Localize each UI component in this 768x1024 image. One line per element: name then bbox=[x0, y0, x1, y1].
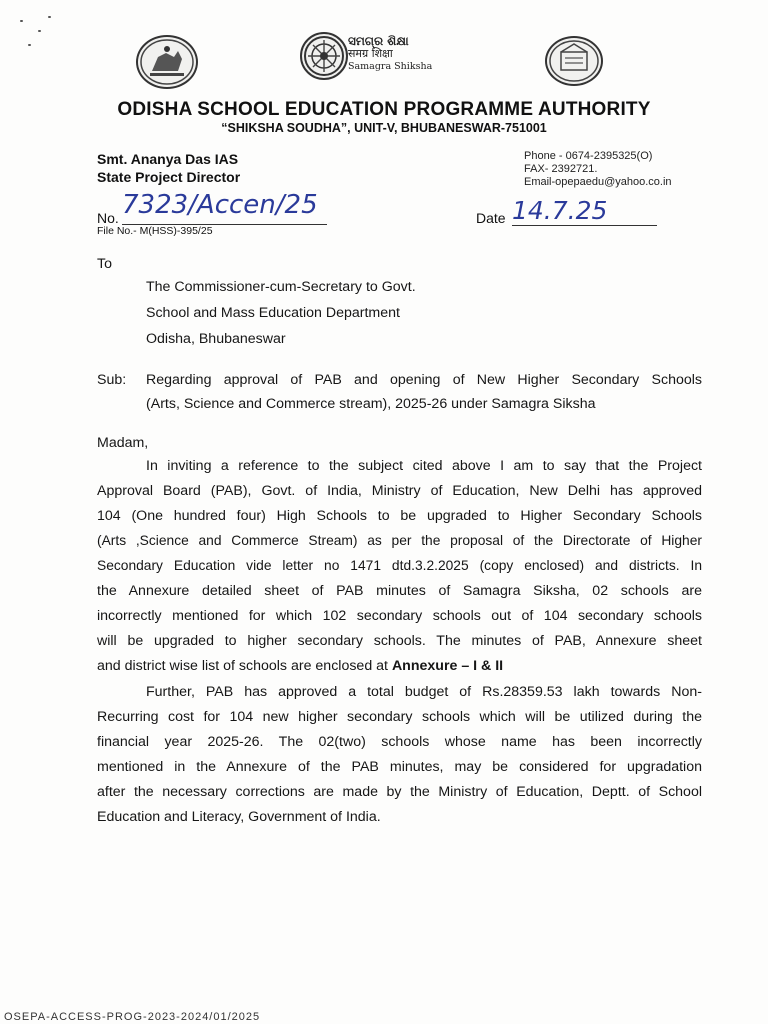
paragraph1-line: 104 (One hundred four) High Schools to be upgraded to Higher Secondary Schools bbox=[97, 508, 702, 524]
addressee-line-1: The Commissioner-cum-Secretary to Govt. bbox=[146, 279, 416, 295]
subject-label: Sub: bbox=[97, 372, 127, 388]
to-label: To bbox=[97, 256, 112, 272]
samagra-english-text: Samagra Shiksha bbox=[348, 61, 433, 72]
paragraph1-line: the Annexure detailed sheet of PAB minutes of Samagra Siksha, 02 schools are bbox=[97, 583, 702, 599]
contact-fax: FAX- 2392721. bbox=[524, 163, 598, 175]
paragraph1-line: (Arts ,Science and Commerce Stream) as per the proposal of the Directorate of Higher bbox=[97, 533, 702, 548]
paragraph1-last-line-text: and district wise list of schools are enclosed at bbox=[97, 658, 392, 674]
organization-address: “SHIKSHA SOUDHA”, UNIT-V, BHUBANESWAR-751001 bbox=[221, 121, 547, 135]
paragraph2-line: financial year 2025-26. The 02(two) schools whose name has been incorrectly bbox=[97, 734, 702, 750]
no-label: No. bbox=[97, 210, 119, 226]
paragraph1-line: In inviting a reference to the subject cited above I am to say that the Project bbox=[146, 458, 702, 474]
scan-speck bbox=[28, 44, 31, 46]
date-label: Date bbox=[476, 210, 506, 226]
osepa-emblem-icon bbox=[545, 36, 603, 86]
samagra-odia-text: ସମଗ୍ର ଶିକ୍ଷା bbox=[348, 34, 409, 48]
paragraph1-line: incorrectly mentioned for which 102 secondary schools out of 104 secondary schools bbox=[97, 608, 702, 624]
paragraph2-line: Recurring cost for 104 new higher secondary schools which will be utilized during the bbox=[97, 709, 702, 725]
contact-phone: Phone - 0674-2395325(O) bbox=[524, 150, 653, 162]
annexure-reference: Annexure – I & II bbox=[391, 658, 504, 674]
footer-reference: OSEPA-ACCESS-PROG-2023-2024/01/2025 bbox=[4, 1011, 261, 1023]
paragraph1-last-line bbox=[97, 658, 503, 674]
paragraph1-line: Secondary Education vide letter no 1471 dtd.3.2.2025 (copy enclosed) and districts. In bbox=[97, 558, 702, 573]
addressee-line-2: School and Mass Education Department bbox=[146, 305, 400, 321]
file-number: File No.- M(HSS)-395/25 bbox=[97, 225, 213, 237]
sender-name: Smt. Ananya Das IAS bbox=[97, 151, 239, 167]
handwritten-date: 14.7.25 bbox=[512, 196, 608, 225]
paragraph2-line: mentioned in the Annexure of the PAB minutes, may be considered for upgradation bbox=[97, 759, 702, 775]
scan-speck bbox=[48, 16, 51, 18]
paragraph1-line: will be upgraded to higher secondary schools. The minutes of PAB, Annexure sheet bbox=[97, 633, 702, 649]
paragraph1-line: Approval Board (PAB), Govt. of India, Ministry of Education, New Delhi has approved bbox=[97, 483, 702, 499]
paragraph2-line: after the necessary corrections are made by the Ministry of Education, Deptt. of School bbox=[97, 784, 702, 800]
date-underline bbox=[512, 225, 657, 226]
sender-designation: State Project Director bbox=[97, 169, 241, 185]
addressee-line-3: Odisha, Bhubaneswar bbox=[146, 331, 286, 347]
samagra-hindi-text: समग्र शिक्षा bbox=[348, 47, 393, 60]
handwritten-letter-number: 7323/Accen/25 bbox=[122, 190, 318, 220]
paragraph2-line: Further, PAB has approved a total budget of Rs.28359.53 lakh towards Non- bbox=[146, 684, 702, 700]
scan-speck bbox=[20, 20, 23, 22]
subject-line-2: (Arts, Science and Commerce stream), 2025-26 under Samagra Siksha bbox=[146, 396, 596, 412]
odisha-emblem-icon bbox=[136, 35, 198, 89]
subject-line-1: Regarding approval of PAB and opening of New Higher Secondary Schools bbox=[146, 372, 702, 388]
scan-speck bbox=[38, 30, 41, 32]
samagra-shiksha-logo-icon bbox=[300, 32, 348, 80]
contact-email: Email-opepaedu@yahoo.co.in bbox=[524, 176, 672, 188]
organization-title: ODISHA SCHOOL EDUCATION PROGRAMME AUTHORITY bbox=[117, 99, 651, 120]
paragraph2-last-line: Education and Literacy, Government of India. bbox=[97, 809, 381, 825]
salutation: Madam, bbox=[97, 435, 149, 451]
